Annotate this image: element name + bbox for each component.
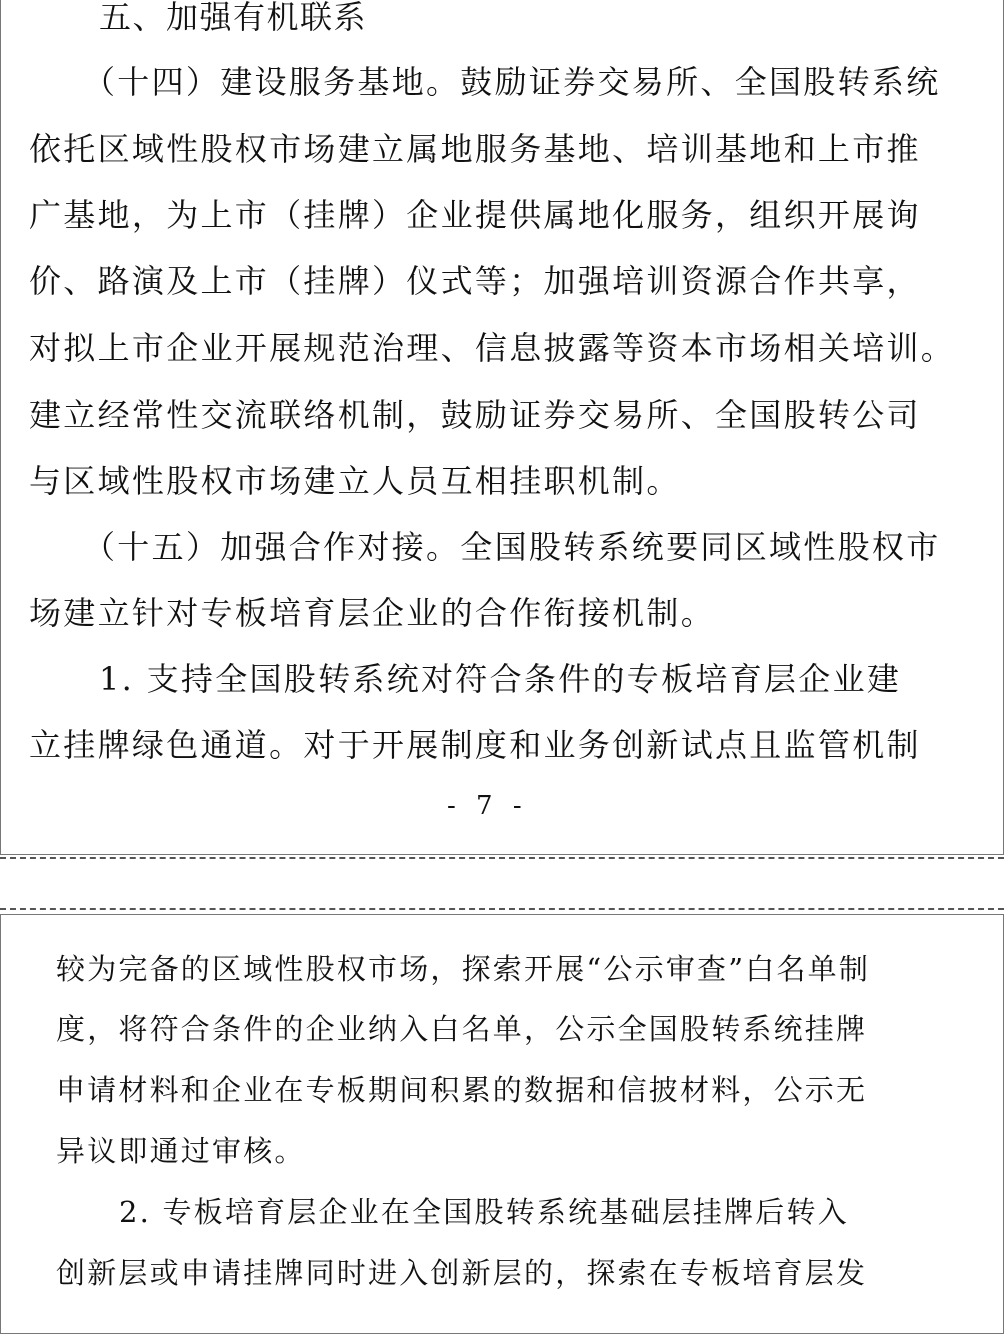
paragraph-line: 较为完备的区域性股权市场，探索开展“公示审查”白名单制 [56,952,871,986]
page-break-line [0,908,1004,910]
paragraph-line: 异议即通过审核。 [56,1134,306,1168]
page-break-line [0,857,1004,859]
page-number: - 7 - [447,791,528,821]
paragraph-line: 与区域性股权市场建立人员互相挂职机制。 [29,462,681,500]
paragraph-line: 价、路演及上市（挂牌）仪式等；加强培训资源合作共享， [29,262,921,300]
paragraph-line: 对拟上市企业开展规范治理、信息披露等资本市场相关培训。 [29,329,956,367]
paragraph-line: （十五）加强合作对接。全国股转系统要同区域性股权市 [83,528,941,566]
paragraph-line: 建立经常性交流联络机制，鼓励证券交易所、全国股转公司 [29,396,921,434]
paragraph-line: 2. 专板培育层企业在全国股转系统基础层挂牌后转入 [119,1195,849,1229]
paragraph-line: 度，将符合条件的企业纳入白名单，公示全国股转系统挂牌 [56,1012,868,1046]
paragraph-line: （十四）建设服务基地。鼓励证券交易所、全国股转系统 [83,63,941,101]
paragraph-line: 1. 支持全国股转系统对符合条件的专板培育层企业建 [99,660,902,698]
paragraph-line: 广基地，为上市（挂牌）企业提供属地化服务，组织开展询 [29,196,921,234]
paragraph-line: 场建立针对专板培育层企业的合作衔接机制。 [29,594,716,632]
document-page-8 [0,914,1004,1334]
section-heading: 五、加强有机联系 [99,0,368,36]
paragraph-line: 申请材料和企业在专板期间积累的数据和信披材料，公示无 [56,1073,868,1107]
paragraph-line: 创新层或申请挂牌同时进入创新层的，探索在专板培育层发 [56,1256,868,1290]
paragraph-line: 立挂牌绿色通道。对于开展制度和业务创新试点且监管机制 [29,726,921,764]
paragraph-line: 依托区域性股权市场建立属地服务基地、培训基地和上市推 [29,130,921,168]
